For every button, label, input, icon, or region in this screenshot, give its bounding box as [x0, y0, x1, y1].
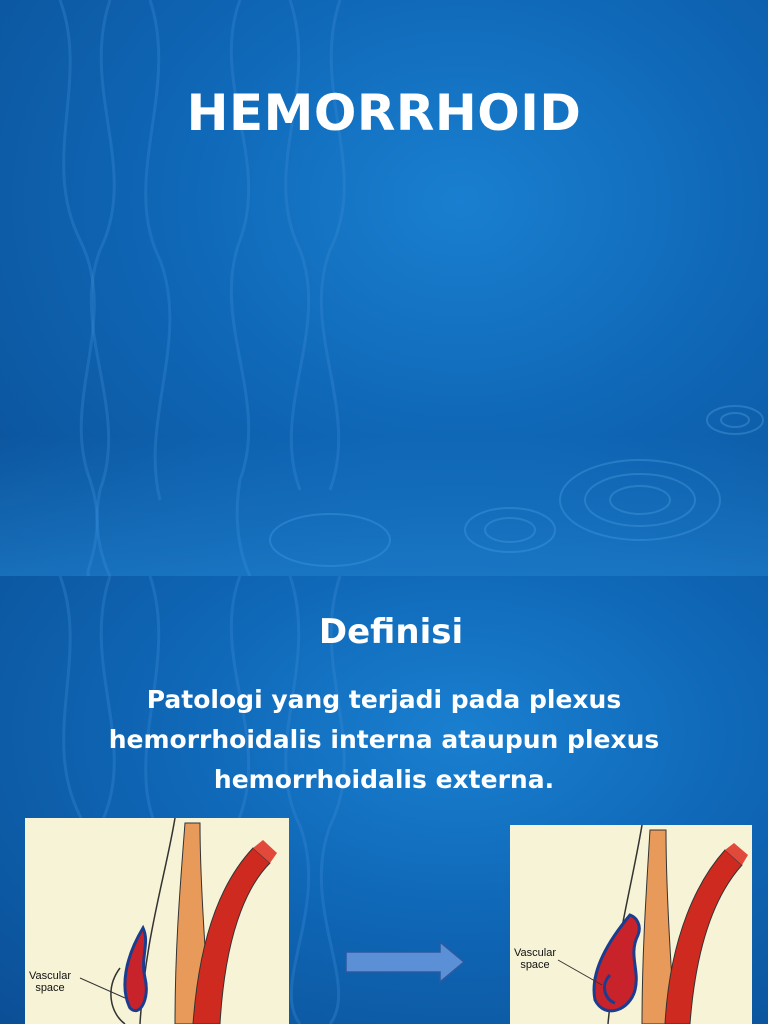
definition-line: hemorrhoidalis externa. — [213, 765, 555, 794]
title-overlay: HEMORRHOID — [186, 84, 582, 142]
anatomy-figure-hemorrhoid — [510, 825, 752, 1024]
definition-text — [0, 680, 768, 800]
label-line: space — [520, 959, 550, 971]
label-line: space — [35, 982, 65, 994]
label-line: Vascular — [514, 947, 556, 959]
anatomy-illustration — [510, 825, 752, 1024]
anatomy-figure-normal — [25, 818, 289, 1024]
label-line: Vascular — [29, 970, 71, 982]
section-heading: Definisi — [318, 612, 464, 652]
definition-line: hemorrhoidalis interna ataupun plexus — [108, 725, 660, 754]
definition-line: Patologi yang terjadi pada plexus — [146, 685, 622, 714]
vascular-space-label — [514, 947, 556, 971]
vascular-space-label — [29, 970, 71, 994]
right-arrow-icon — [344, 940, 468, 984]
